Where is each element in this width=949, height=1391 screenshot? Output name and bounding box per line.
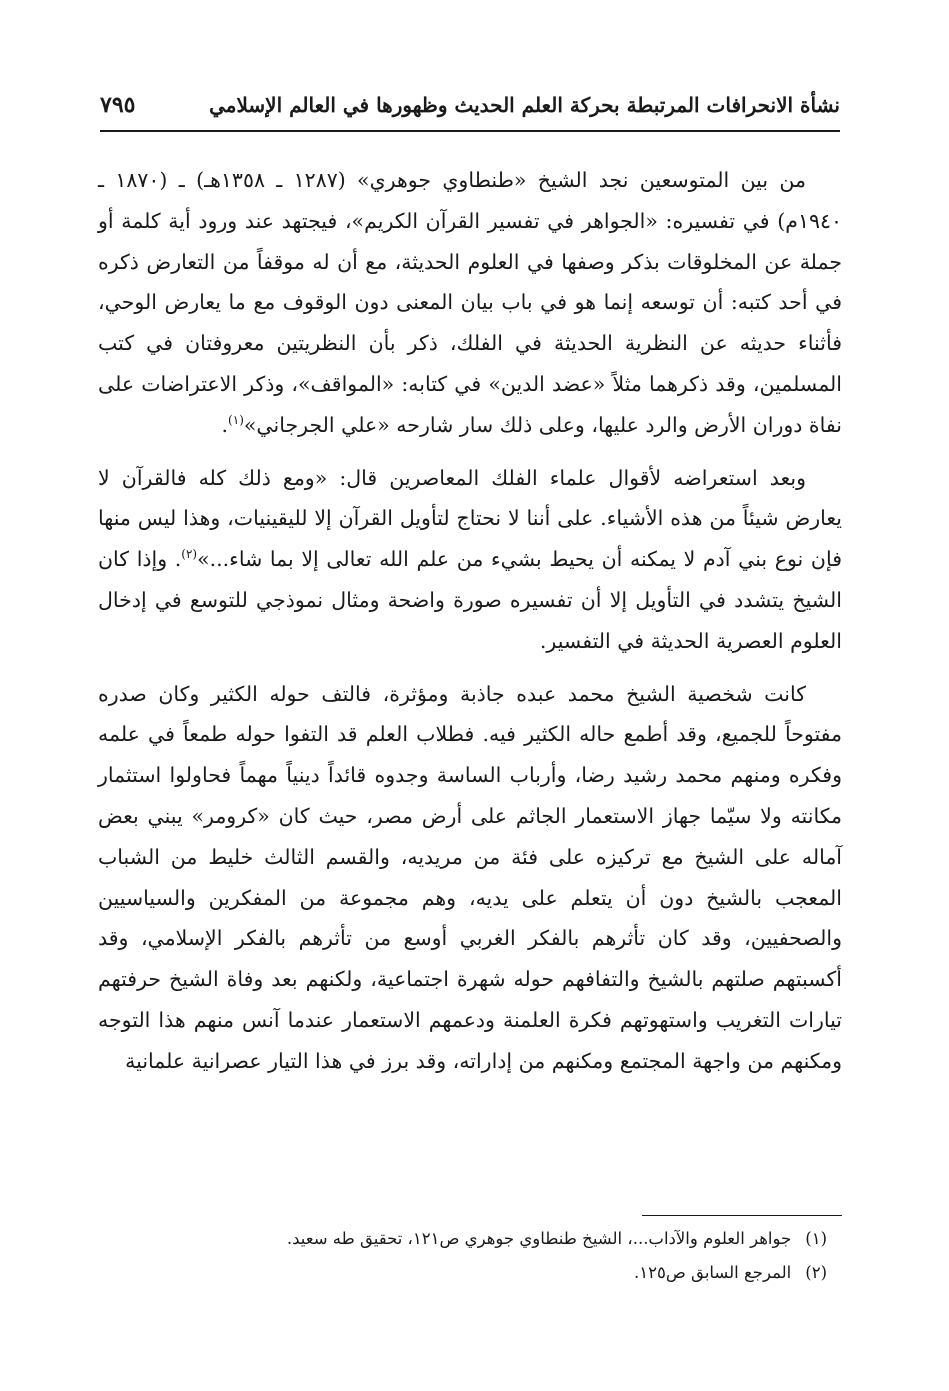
paragraph-1: [98, 160, 842, 446]
footnote-ref-1: (١): [228, 412, 244, 427]
footnote-ref-2: (٢): [181, 547, 198, 562]
paragraph-2: [98, 458, 842, 662]
page-header: [100, 80, 840, 132]
footnote-separator: [642, 1215, 842, 1216]
running-title: نشأة الانحرافات المرتبطة بحركة العلم الحديث وظهورها في العالم الإسلامي: [209, 93, 840, 117]
footnotes: [107, 1222, 827, 1290]
footnote-1-number: (١): [805, 1229, 827, 1248]
footnote-2-text: المرجع السابق ص١٢٥.: [634, 1263, 792, 1282]
footnote-2-number: (٢): [805, 1263, 827, 1282]
paragraph-2-tail: . وإذا كان الشيخ يتشدد في التأويل إلا أن تفسيره صورة واضحة ومثال نموذجي للتوسع في إدخال العلوم العصرية الحديثة في التفسير.: [98, 547, 842, 653]
paragraph-2-text: وبعد استعراضه لأقوال علماء الفلك المعاصرين قال: «ومع ذلك كله فالقرآن لا يعارض شيئاً من هذه الأشياء. على أننا لا نحتاج لتأويل القرآن إلا لليقينيات، وهذا ليس منها فإن نوع بني آدم لا يمكنه أن يحيط بشيء من علم الله تعالى إلا بما شاء...»: [98, 465, 842, 572]
page-number: ٧٩٥: [100, 92, 136, 118]
body-text: [98, 160, 842, 1094]
paragraph-1-tail: .: [221, 412, 229, 437]
footnote-1-text: جواهر العلوم والآداب...، الشيخ طنطاوي جوهري ص١٢١، تحقيق طه سعيد.: [286, 1229, 792, 1248]
paragraph-3-text: كانت شخصية الشيخ محمد عبده جاذبة ومؤثرة، فالتف حوله الكثير وكان صدره مفتوحاً للجميع، وقد أطمع حاله الكثير فيه. فطلاب العلم قد التفوا حوله طمعاً في علمه وفكره ومنهم محمد رشيد رضا، وأرباب الساسة وجدوه قائداً دينياً مهماً فحاولوا استثمار مكانته ولا سيّما جهاز الاستعمار الجاثم على أرض مصر، حيث كان «كرومر» يبني بعض آماله على الشيخ مع تركيزه على فئة من مريديه، والقسم الثالث خليط من الشباب المعجب بالشيخ دون أن يتعلم على يديه، وهم مجموعة من المفكرين والسياسيين والصحفيين، وقد كان تأثرهم بالفكر الغربي أوسع من تأثرهم بالفكر الإسلامي، وقد أكسبتهم صلتهم بالشيخ والتفافهم حوله شهرة اجتماعية، ولكنهم بعد وفاة الشيخ حرفتهم تيارات التغريب واستهوتهم فكرة العلمنة ودعمهم الاستعمار عندما آنس منهم هذا التوجه ومكنهم من واجهة المجتمع ومكنهم من إداراته، وقد برز في هذا التيار عصرانية علمانية: [98, 681, 842, 1073]
footnote-2: [107, 1256, 827, 1290]
paragraph-1-text: من بين المتوسعين نجد الشيخ «طنطاوي جوهري» (١٢٨٧ ـ ١٣٥٨هـ) ـ (١٨٧٠ ـ ١٩٤٠م) في تفسيره: «الجواهر في تفسير القرآن الكريم»، فيجتهد عند ورود أية كلمة أو جملة عن المخلوقات بذكر وصفها في العلوم الحديثة، مع أن له موقفاً من التعارض ذكره في أحد كتبه: أن توسعه إنما هو في باب بيان المعنى دون الوقوف مع ما يعارض الوحي، فأثناء حديثه عن النظرية الحديثة في الفلك، ذكر بأن النظريتين معروفتان في كتب المسلمين، وقد ذكرهما مثلاً «عضد الدين» في كتابه: «المواقف»، وذكر الاعتراضات على نفاة دوران الأرض والرد عليها، وعلى ذلك سار شارحه «علي الجرجاني»: [98, 168, 842, 437]
paragraph-3: [98, 674, 842, 1082]
footnote-1: [107, 1222, 827, 1256]
